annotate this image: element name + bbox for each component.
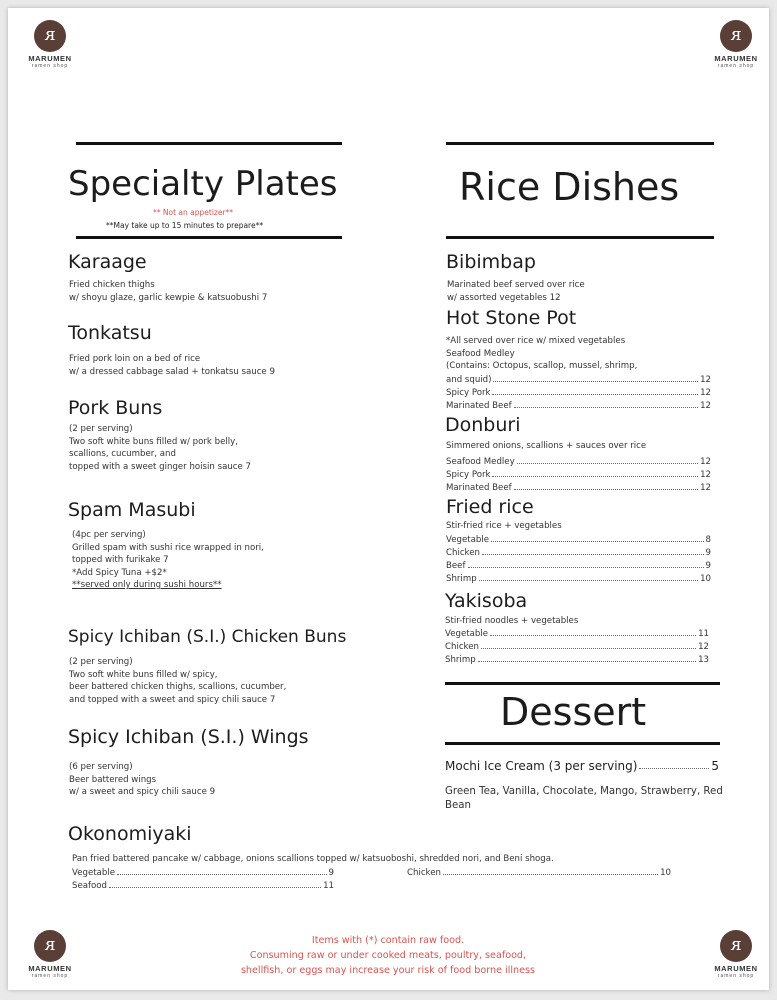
- brand-subtitle: ramen shop: [717, 63, 755, 69]
- okonomiyaki-price-list-right: [407, 865, 671, 878]
- price-row: Seafood 11: [72, 881, 334, 891]
- divider: [76, 142, 342, 145]
- item-yakisoba-name: Yakisoba: [445, 590, 528, 612]
- item-okonomiyaki-desc: Pan fried battered pancake w/ cabbage, onions scallions topped w/ katsuoboshi, shredded nori, and Beni shoga.: [72, 854, 554, 864]
- item-fried-rice-desc: Stir-fried rice + vegetables: [446, 521, 562, 531]
- brand-name: MARUMEN: [28, 964, 72, 973]
- item-bibimbap-desc: Marinated beef served over rice w/ assorted vegetables 12: [447, 280, 585, 303]
- okonomiyaki-price-list-left: [72, 865, 334, 891]
- price-row: and squid) 12: [446, 375, 711, 385]
- item-tonkatsu-name: Tonkatsu: [68, 322, 152, 344]
- sushi-hours-note: **served only during sushi hours**: [72, 580, 222, 590]
- price-row: Shrimp 13: [445, 655, 709, 665]
- price-row: Chicken 10: [407, 868, 671, 878]
- brand-emblem-icon: ᴙ: [720, 930, 752, 962]
- brand-subtitle: ramen shop: [31, 63, 69, 69]
- divider: [76, 236, 342, 239]
- brand-subtitle: ramen shop: [31, 973, 69, 979]
- divider: [445, 682, 720, 685]
- item-karaage-desc: Fried chicken thighs w/ shoyu glaze, garlic kewpie & katsuobushi 7: [69, 280, 268, 303]
- mochi-ice-cream-row: [445, 759, 719, 773]
- item-yakisoba-desc: Stir-fried noodles + vegetables: [445, 616, 579, 626]
- logo-top-right: [708, 20, 764, 69]
- price-row: Chicken 9: [446, 548, 711, 558]
- price-row: Seafood Medley 12: [446, 457, 711, 467]
- hot-stone-pot-price-list: [446, 372, 711, 411]
- donburi-price-list: [446, 454, 711, 493]
- logo-bottom-left: [22, 930, 78, 979]
- item-hot-stone-pot-desc: *All served over rice w/ mixed vegetables Seafood Medley (Contains: Octopus, scallop, mussel, shrimp,: [446, 336, 638, 371]
- price-row: Marinated Beef 12: [446, 401, 711, 411]
- item-karaage-name: Karaage: [68, 251, 147, 273]
- price-row: Marinated Beef 12: [446, 483, 711, 493]
- specialty-title: Specialty Plates: [68, 164, 338, 204]
- brand-emblem-icon: ᴙ: [34, 930, 66, 962]
- price-row: Spicy Pork 12: [446, 470, 711, 480]
- dessert-title: Dessert: [500, 690, 647, 734]
- price-row: Chicken 12: [445, 642, 709, 652]
- logo-bottom-right: [708, 930, 764, 979]
- rice-title: Rice Dishes: [459, 165, 680, 209]
- item-hot-stone-pot-name: Hot Stone Pot: [446, 307, 577, 329]
- item-chicken-buns-desc: (2 per serving) Two soft white buns filled w/ spicy, beer battered chicken thighs, scallions, cucumber, and topped with a sweet and spicy chili sauce 7: [69, 657, 287, 705]
- item-chicken-buns-name: Spicy Ichiban (S.I.) Chicken Buns: [68, 627, 347, 647]
- item-pork-buns-desc: (2 per serving) Two soft white buns filled w/ pork belly, scallions, cucumber, and topped with a sweet ginger hoisin sauce 7: [69, 424, 251, 472]
- price-row: Vegetable 11: [445, 629, 709, 639]
- item-spam-masubi-name: Spam Masubi: [68, 499, 196, 521]
- mochi-label: Mochi Ice Cream (3 per serving): [445, 759, 638, 773]
- price-row: Vegetable 9: [72, 868, 334, 878]
- divider: [445, 742, 720, 745]
- divider: [446, 142, 714, 145]
- divider: [446, 236, 714, 239]
- item-wings-name: Spicy Ichiban (S.I.) Wings: [68, 726, 309, 748]
- price-row: Beef 9: [446, 561, 711, 571]
- logo-top-left: [22, 20, 78, 69]
- mochi-flavors: Green Tea, Vanilla, Chocolate, Mango, Strawberry, Red Bean: [445, 786, 723, 811]
- item-fried-rice-name: Fried rice: [446, 496, 534, 518]
- brand-emblem-icon: ᴙ: [34, 20, 66, 52]
- item-bibimbap-name: Bibimbap: [446, 251, 536, 273]
- brand-subtitle: ramen shop: [717, 973, 755, 979]
- item-spam-masubi-desc: (4pc per serving) Grilled spam with sushi rice wrapped in nori, topped with furikake 7 *Add Spicy Tuna +$2* **served only during sushi hours**: [72, 530, 264, 590]
- fried-rice-price-list: [446, 532, 711, 584]
- brand-emblem-icon: ᴙ: [720, 20, 752, 52]
- item-okonomiyaki-name: Okonomiyaki: [68, 823, 192, 845]
- item-tonkatsu-desc: Fried pork loin on a bed of rice w/ a dressed cabbage salad + tonkatsu sauce 9: [69, 354, 275, 377]
- price-row: Spicy Pork 12: [446, 388, 711, 398]
- price-row: Vegetable 8: [446, 535, 711, 545]
- brand-name: MARUMEN: [714, 54, 758, 63]
- price-row: Shrimp 10: [446, 574, 711, 584]
- item-wings-desc: (6 per serving) Beer battered wings w/ a sweet and spicy chili sauce 9: [69, 762, 216, 797]
- item-donburi-name: Donburi: [445, 414, 521, 436]
- brand-name: MARUMEN: [28, 54, 72, 63]
- yakisoba-price-list: [445, 626, 709, 665]
- menu-page: [8, 8, 769, 990]
- raw-food-disclaimer: Items with (*) contain raw food. Consuming raw or under cooked meats, poultry, seafood, shellfish, or eggs may increase your risk of food borne illness: [240, 935, 536, 976]
- specialty-note-not-appetizer: ** Not an appetizer**: [153, 208, 234, 217]
- specialty-note-prep-time: **May take up to 15 minutes to prepare**: [106, 221, 264, 230]
- brand-name: MARUMEN: [714, 964, 758, 973]
- item-pork-buns-name: Pork Buns: [68, 397, 163, 419]
- mochi-price: 5: [711, 759, 719, 773]
- item-donburi-desc: Simmered onions, scallions + sauces over rice: [446, 441, 647, 451]
